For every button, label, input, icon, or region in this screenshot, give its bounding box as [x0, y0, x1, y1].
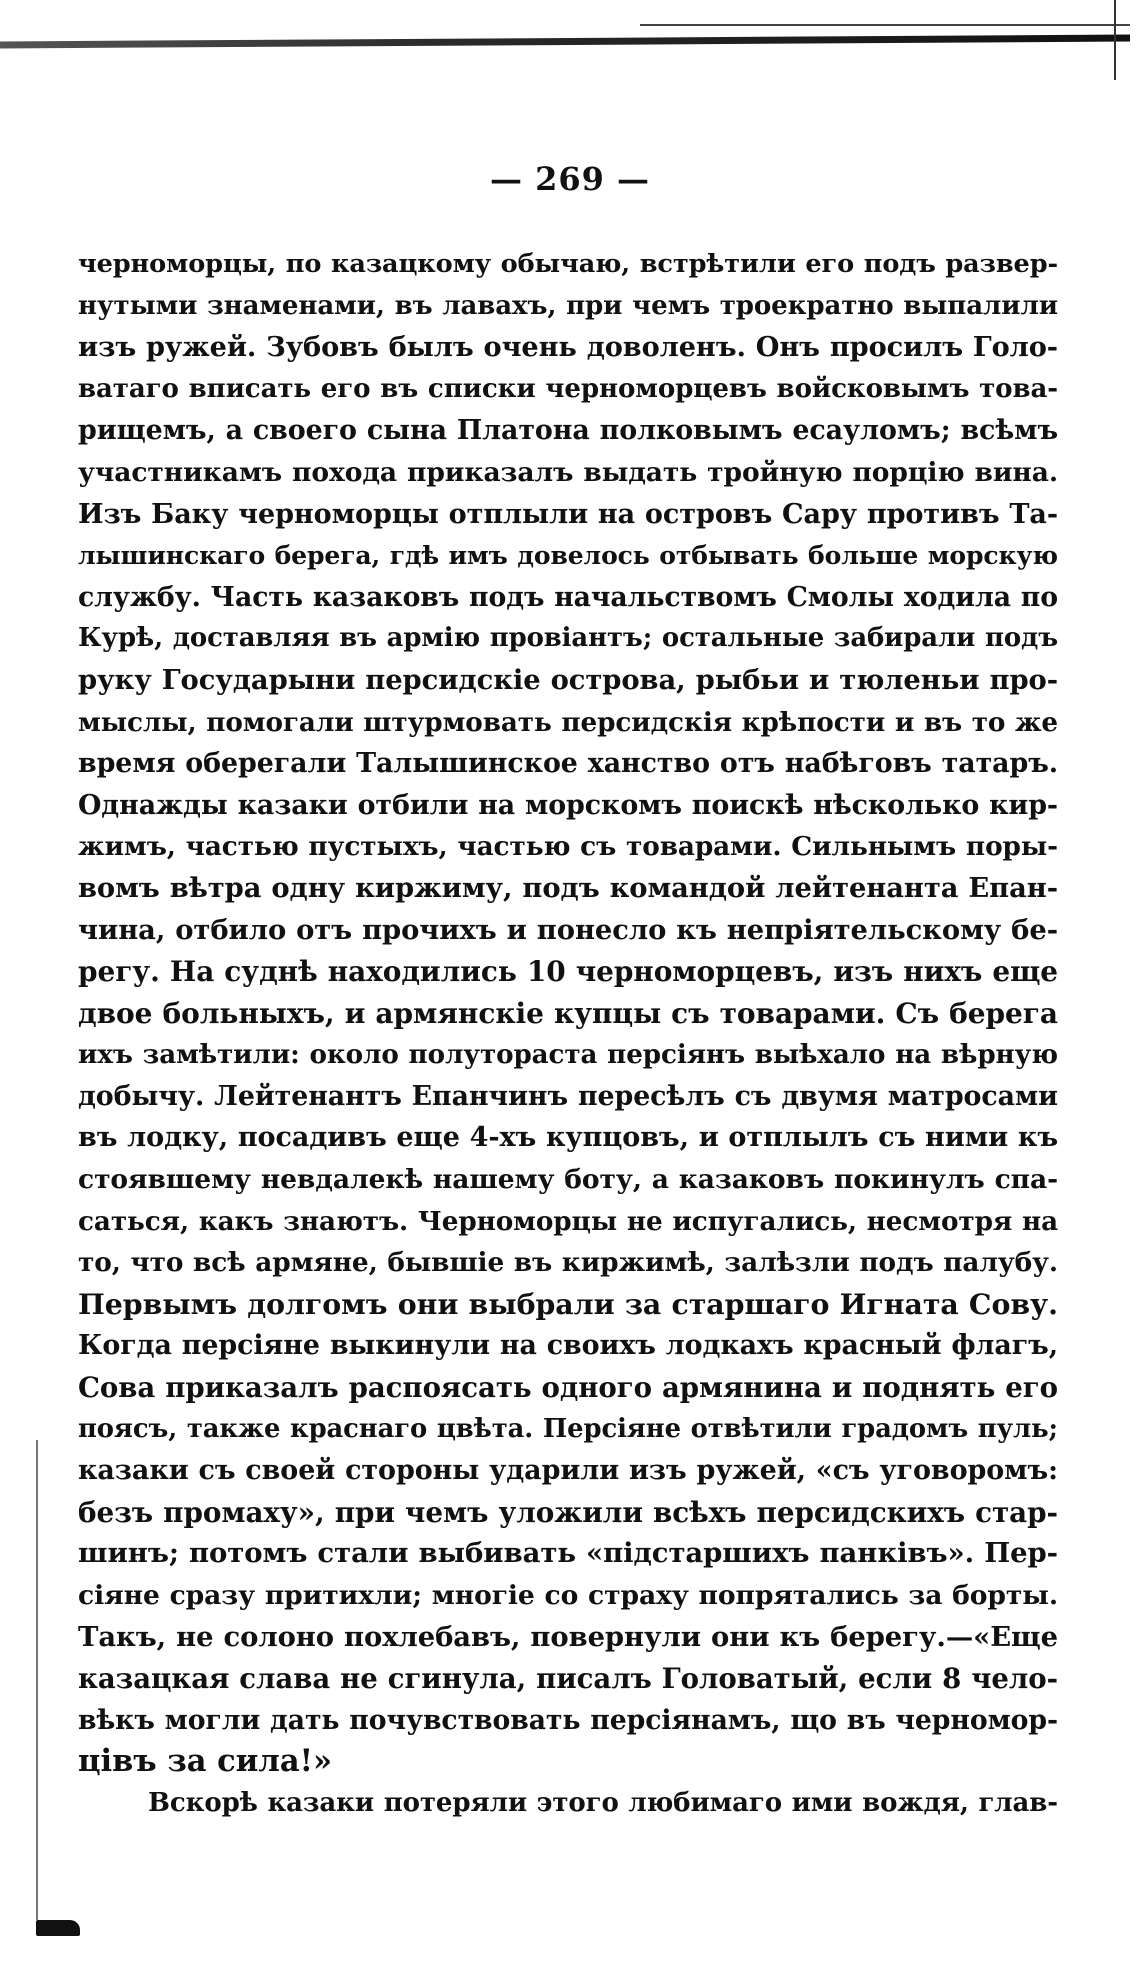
- text-line: сіяне сразу притихли; многіе со страху попрятались за борты.: [78, 1580, 1058, 1611]
- text-line: вомъ вѣтра одну киржиму, подъ командой лейтенанта Епан-: [78, 871, 1058, 904]
- text-line: время оберегали Талышинское ханство отъ набѣговъ татаръ.: [78, 748, 1058, 780]
- text-line: стоявшему невдалекѣ нашему боту, а казаковъ покинулъ спа-: [78, 1164, 1058, 1196]
- text-line: руку Государыни персидскіе острова, рыбьи и тюленьи про-: [78, 663, 1058, 696]
- text-line: чина, отбило отъ прочихъ и понесло къ непріятельскому бе-: [78, 913, 1058, 946]
- text-line: казацкая слава не сгинула, писалъ Головатый, если 8 чело-: [78, 1662, 1058, 1696]
- text-line: то, что всѣ армяне, бывшіе въ киржимѣ, залѣзли подъ палубу.: [78, 1247, 1058, 1279]
- text-line: регу. На суднѣ находились 10 черноморцевъ, изъ нихъ еще: [78, 955, 1058, 989]
- text-line: мыслы, помогали штурмовать персидскія крѣпости и въ то же: [78, 706, 1058, 738]
- text-line: Изъ Баку черноморцы отплыли на островъ Сару противъ Та-: [78, 498, 1058, 530]
- text-line: Первымъ долгомъ они выбрали за старшаго Игната Сову.: [78, 1286, 1058, 1321]
- text-line: саться, какъ знаютъ. Черноморцы не испугались, несмотря на: [78, 1205, 1058, 1237]
- text-line: нутыми знаменами, въ лавахъ, при чемъ троекратно выпалили: [78, 290, 1058, 321]
- text-line: службу. Часть казаковъ подъ начальствомъ Смолы ходила по: [78, 581, 1058, 613]
- text-line: цівъ за сила!»: [78, 1743, 333, 1780]
- page-number: — 269 —: [489, 160, 651, 198]
- text-line: Вскорѣ казаки потеряли этого любимаго ими вождя, глав-: [148, 1787, 1058, 1818]
- body-text: [78, 244, 1058, 1825]
- text-line: безъ промаху», при чемъ уложили всѣхъ персидскихъ стар-: [78, 1495, 1058, 1529]
- text-line: Сова приказалъ распоясать одного армянина и поднять его: [78, 1371, 1058, 1405]
- text-line: добычу. Лейтенантъ Епанчинъ пересѣлъ съ двумя матросами: [78, 1080, 1058, 1112]
- text-line: Однажды казаки отбили на морскомъ поискѣ нѣсколько кир-: [78, 789, 1058, 821]
- text-line: Такъ, не солоно похлебавъ, повернули они къ берегу.—«Еще: [78, 1620, 1058, 1653]
- text-line: черноморцы, по казацкому обычаю, встрѣтили его подъ развер-: [78, 249, 1058, 279]
- text-line: поясъ, также краснаго цвѣта. Персіяне отвѣтили градомъ пуль;: [78, 1413, 1058, 1444]
- text-line: казаки съ своей стороны ударили изъ ружей, «съ уговоромъ:: [78, 1455, 1058, 1487]
- text-line: Курѣ, доставляя въ армію провіантъ; остальные забирали подъ: [78, 623, 1058, 654]
- top-rule-thin: [640, 24, 1130, 26]
- page-edge-mark: [1114, 0, 1116, 80]
- text-line: шинъ; потомъ стали выбивать «підстаршихъ панківъ». Пер-: [78, 1537, 1058, 1570]
- text-line: участникамъ похода приказалъ выдать тройную порцію вина.: [78, 456, 1058, 488]
- text-line: въ лодку, посадивъ еще 4-хъ купцовъ, и отплылъ съ ними къ: [78, 1122, 1058, 1154]
- text-line: двое больныхъ, и армянскіе купцы съ товарами. Съ берега: [78, 996, 1058, 1030]
- ink-blot: [36, 1920, 80, 1936]
- text-line: Когда персіяне выкинули на своихъ лодкахъ красный флагъ,: [78, 1330, 1058, 1362]
- text-line: ватаго вписать его въ списки черноморцевъ войсковымъ това-: [78, 373, 1058, 404]
- page-edge-mark: [36, 1440, 38, 1920]
- text-line: вѣкъ могли дать почувствовать персіянамъ, що въ черномор-: [78, 1704, 1058, 1736]
- text-line: изъ ружей. Зубовъ былъ очень доволенъ. Онъ просилъ Голо-: [78, 331, 1058, 364]
- text-line: лышинскаго берега, гдѣ имъ довелось отбывать больше морскую: [78, 540, 1058, 571]
- top-rule: [0, 35, 1130, 49]
- text-line: рищемъ, а своего сына Платона полковымъ есауломъ; всѣмъ: [78, 415, 1058, 447]
- text-line: жимъ, частью пустыхъ, частью съ товарами. Сильнымъ поры-: [78, 831, 1058, 863]
- text-line: ихъ замѣтили: около полутораста персіянъ выѣхало на вѣрную: [78, 1039, 1058, 1071]
